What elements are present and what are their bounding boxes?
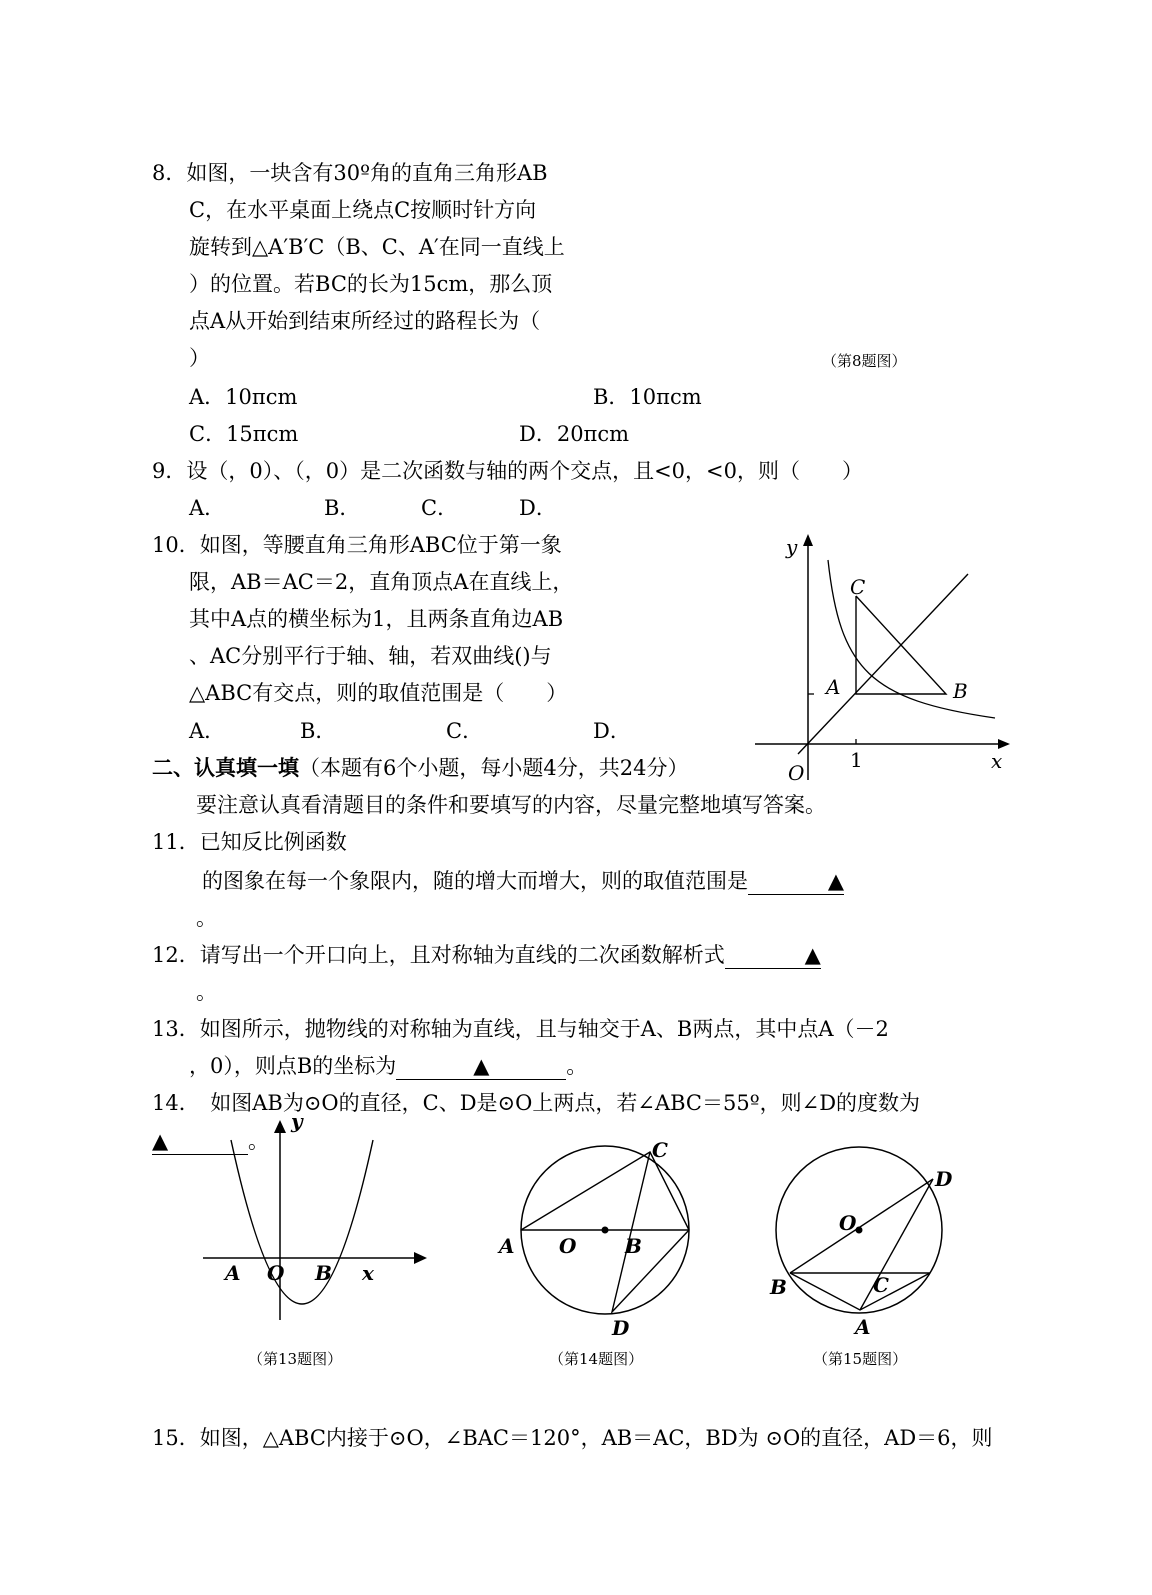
q14-end: 。 (248, 1129, 269, 1153)
figure-13-axis-y-label: y (291, 1109, 303, 1133)
q9-option-a: A． (189, 496, 226, 520)
q12-line-1 (152, 942, 821, 969)
q8-option-a: A．10πcm (189, 385, 298, 409)
q14-answer-blank: ▲ (152, 1128, 248, 1155)
figure-15 (765, 1158, 965, 1348)
section2-title: 二、认真填一填 (152, 755, 299, 780)
q13-line-2 (189, 1053, 587, 1080)
figure-14-point-b-label: B (625, 1234, 642, 1258)
q13-line-1: 13．如图所示，抛物线的对称轴为直线，且与轴交于A、B两点，其中点A（－2 (152, 1017, 889, 1041)
q10-line-1: 10．如图，等腰直角三角形ABC位于第一象 (152, 533, 562, 557)
q10-axis-y-label: y (786, 535, 798, 559)
q8-option-c: C．15πcm (189, 422, 299, 446)
q10-point-b-label: B (953, 679, 968, 703)
q10-origin-label: O (788, 761, 805, 785)
q8-line-2: C，在水平桌面上绕点C按顺时针方向 (189, 198, 537, 222)
figure-13-origin-label: O (267, 1261, 285, 1285)
figure-13-point-a-label: A (225, 1261, 241, 1285)
figure-14-point-d-label: D (612, 1316, 630, 1340)
q10-point-c-label: C (850, 575, 866, 599)
q10-option-b: B． (300, 719, 337, 743)
section2-note: （本题有6个小题，每小题4分，共24分） (299, 756, 689, 780)
figure-13-point-b-label: B (315, 1261, 332, 1285)
q8-option-b: B．10πcm (593, 385, 702, 409)
q9-text: 9．设（，0）、（，0）是二次函数与轴的两个交点，且<0，<0，则（ ） (152, 459, 863, 483)
q12-text: 12．请写出一个开口向上，且对称轴为直线的二次函数解析式 (152, 943, 725, 967)
q8-line-5: 点A从开始到结束所经过的路程长为（ (189, 309, 541, 333)
q9-option-d: D． (519, 496, 557, 520)
q8-figure-caption: （第8题图） (822, 352, 907, 370)
q11-line-1: 11．已知反比例函数 (152, 830, 347, 854)
q10-option-d: D． (593, 719, 631, 743)
figure-14-point-c-label: C (652, 1138, 668, 1162)
q8-line-3: 旋转到△A′B′C（B、C、A′在同一直线上 (189, 235, 565, 259)
figure-14 (495, 1135, 715, 1345)
q10-line-3: 其中A点的横坐标为1，且两条直角边AB (189, 607, 564, 631)
q10-option-a: A． (189, 719, 226, 743)
q8-line-6: ） (189, 346, 210, 370)
q10-tick-one-label: 1 (850, 748, 863, 772)
figure-13-axis-x-label: x (362, 1261, 374, 1285)
figure-15-point-b-label: B (770, 1275, 787, 1299)
q10-point-a-label: A (826, 675, 841, 699)
figure-15-point-d-label: D (935, 1167, 953, 1191)
q8-option-d: D．20πcm (519, 422, 630, 446)
q9-option-b: B． (324, 496, 361, 520)
q10-option-c: C． (446, 719, 484, 743)
q14-line-1: 14． 如图AB为⊙O的直径，C、D是⊙O上两点，若∠ABC＝55º，则∠D的度数为 (152, 1091, 921, 1115)
q11-end: 。 (196, 906, 217, 930)
q10-axis-x-label: x (991, 749, 1003, 773)
q12-end: 。 (196, 980, 217, 1004)
q8-line-1: 8．如图，一块含有30º角的直角三角形AB (152, 161, 548, 185)
q11-text: 的图象在每一个象限内，随的增大而增大，则的取值范围是 (202, 869, 748, 893)
q10-figure (750, 530, 1020, 790)
figure-15-center-label: O (839, 1211, 857, 1235)
section2-instruction: 要注意认真看清题目的条件和要填写的内容，尽量完整地填写答案。 (196, 793, 826, 817)
figure-13-caption: （第13题图） (248, 1350, 343, 1368)
figure-13 (195, 1108, 435, 1328)
q10-line-4: 、AC分别平行于轴、轴，若双曲线()与 (189, 644, 552, 668)
figure-14-center-label: O (559, 1234, 577, 1258)
q13-text: ，0），则点B的坐标为 (189, 1054, 397, 1078)
q9-option-c: C． (421, 496, 459, 520)
q11-answer-blank: ▲ (748, 868, 844, 895)
section2-heading (152, 755, 688, 781)
q11-line-2 (202, 868, 844, 895)
q15-line-1: 15．如图，△ABC内接于⊙O，∠BAC＝120°，AB＝AC，BD为 ⊙O的直径，AD＝6，则 (152, 1426, 993, 1450)
q13-end: 。 (566, 1054, 588, 1078)
q13-answer-blank: ▲ (396, 1053, 566, 1080)
q10-line-2: 限，AB＝AC＝2，直角顶点A在直线上， (189, 570, 574, 594)
figure-15-point-a-label: A (855, 1315, 871, 1339)
figure-14-point-a-label: A (499, 1234, 515, 1258)
figure-14-caption: （第14题图） (549, 1350, 644, 1368)
figure-15-caption: （第15题图） (813, 1350, 908, 1368)
q10-line-5: △ABC有交点，则的取值范围是（ ） (189, 681, 568, 705)
q8-line-4: ）的位置。若BC的长为15cm，那么顶 (189, 272, 553, 296)
q12-answer-blank: ▲ (725, 942, 821, 969)
figure-15-point-c-label: C (873, 1273, 889, 1297)
